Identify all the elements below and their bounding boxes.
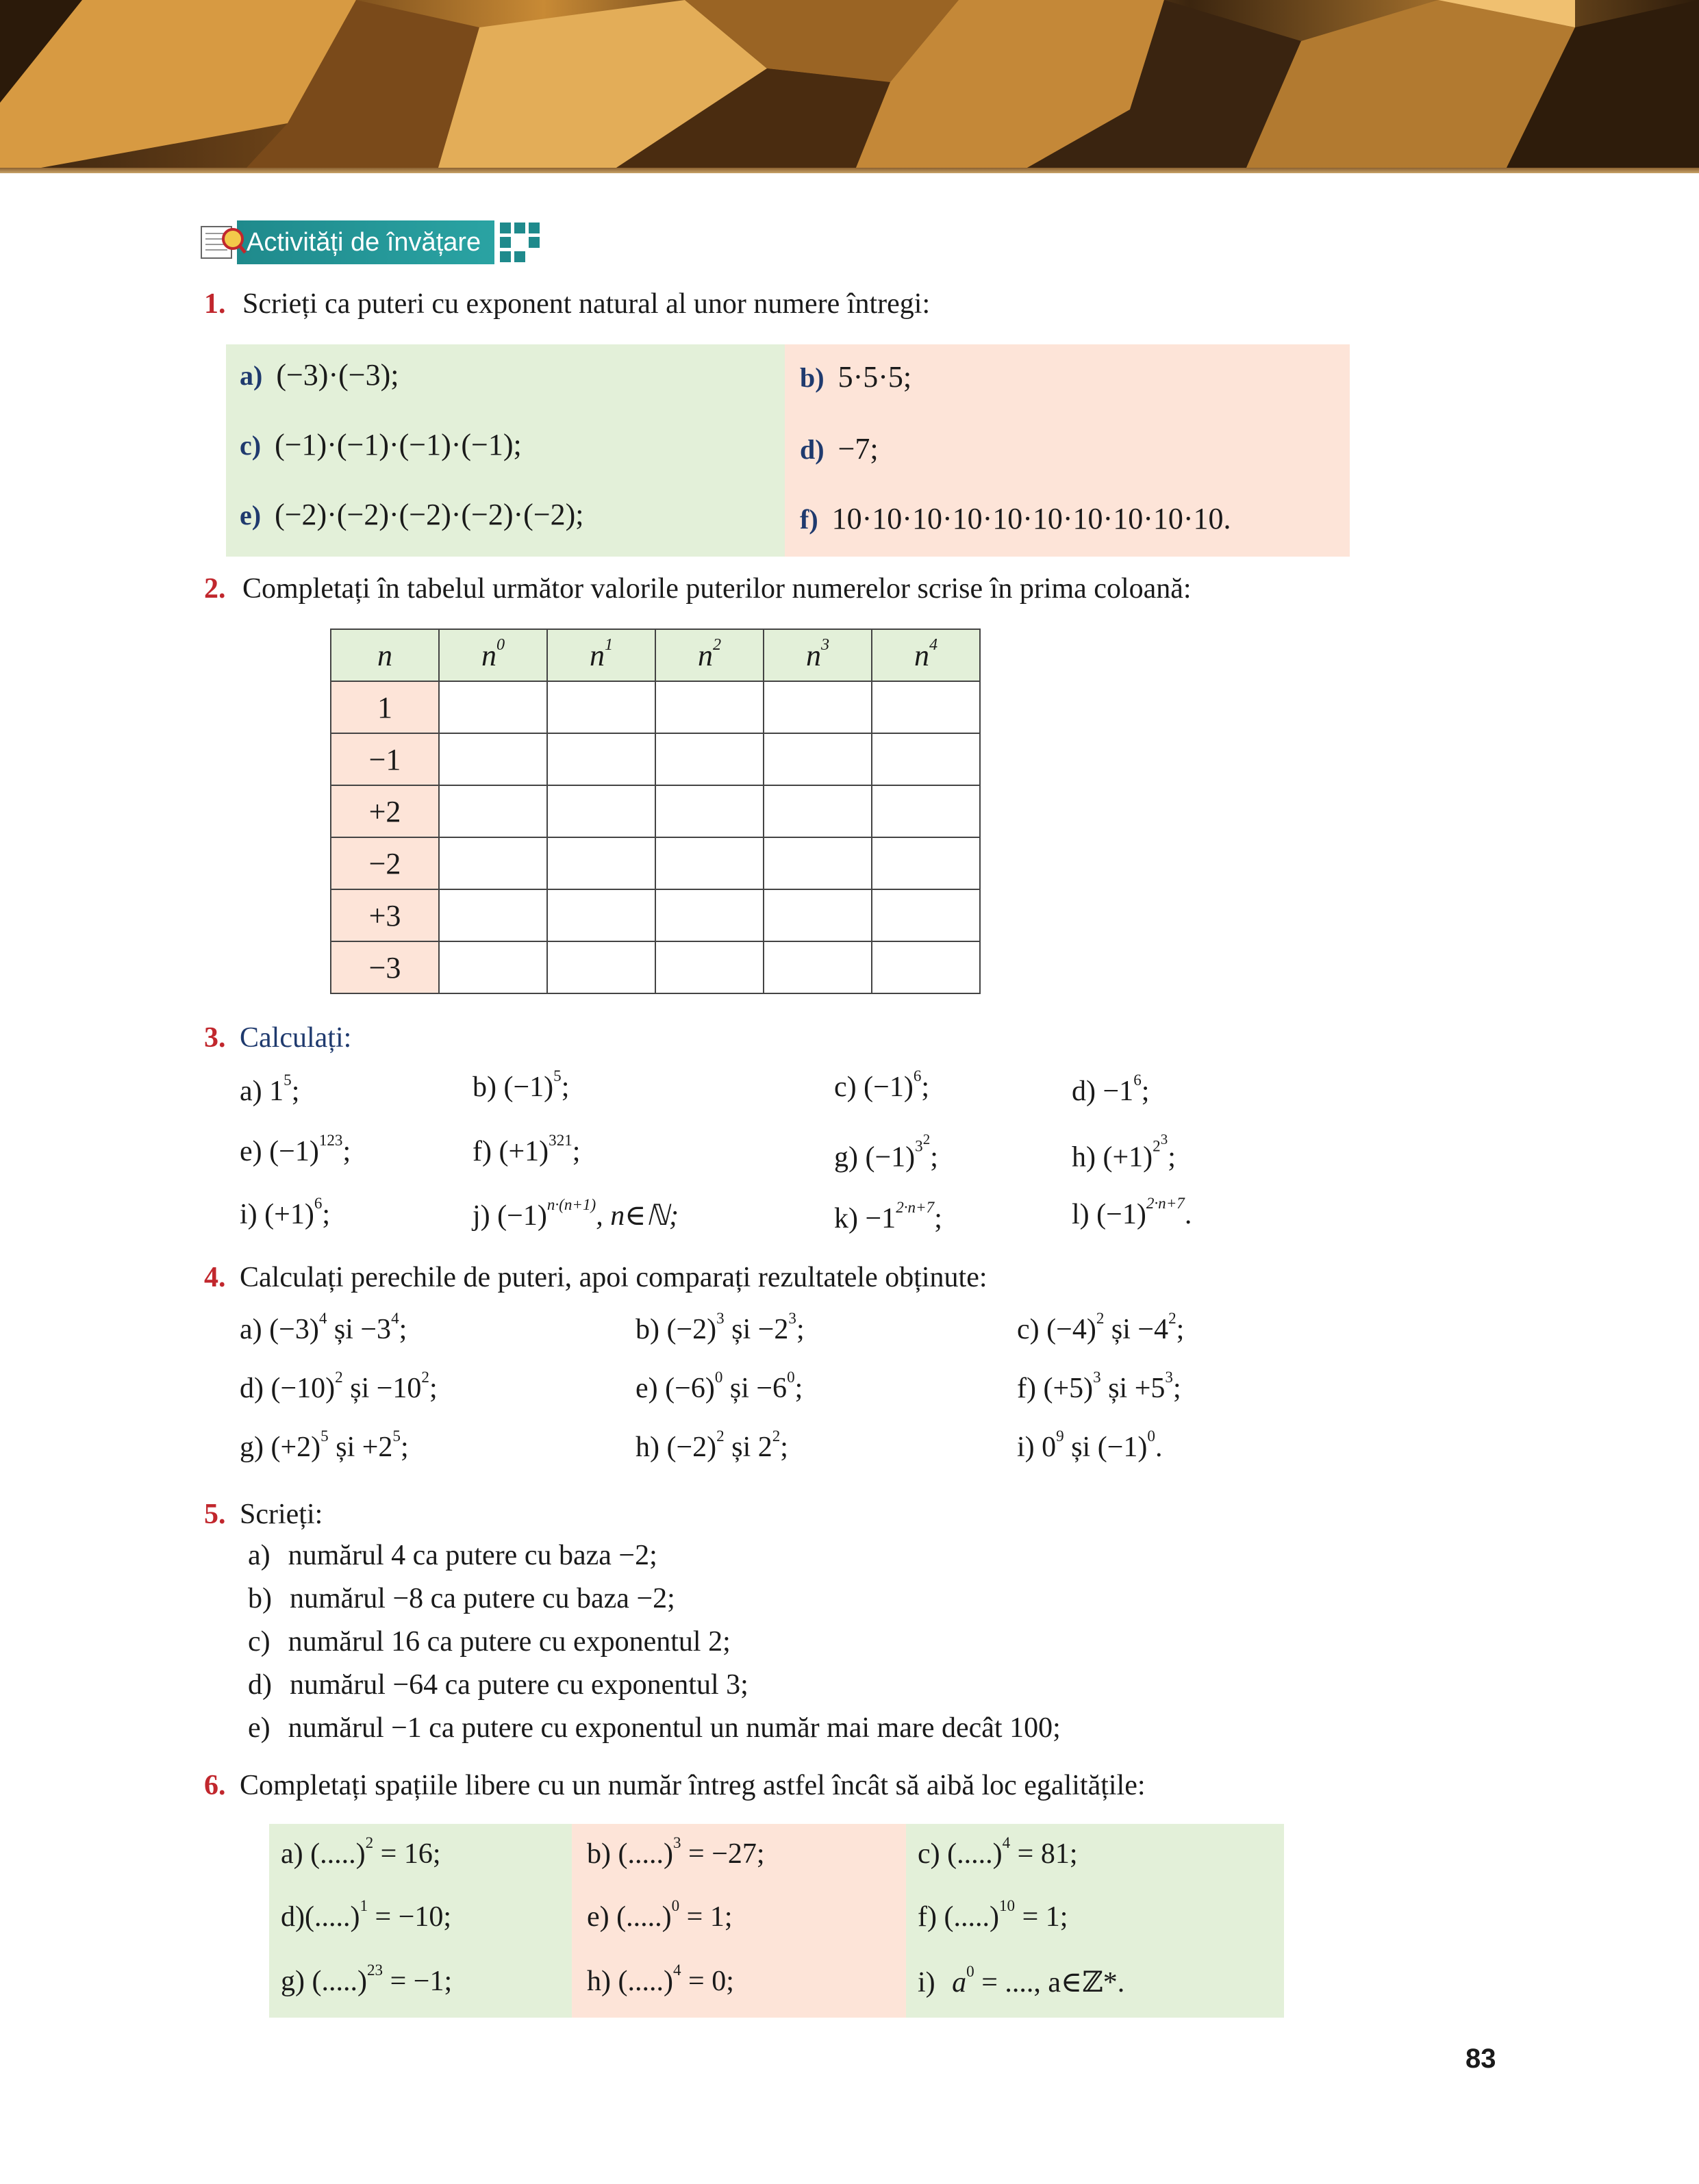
ex1-item-b: b) 5·5·5; [800, 360, 912, 394]
exercise-4-heading [204, 1261, 987, 1294]
ex4-item-d: d) $(-10)^2$ și $-10^2$; [240, 1368, 438, 1404]
exercise-prompt: Calculați perechile de puteri, apoi comparați rezultatele obținute: [240, 1262, 987, 1293]
ex6-item-b: b) (.....)$^3$ = −27; [587, 1833, 765, 1870]
blank-cell[interactable] [547, 941, 655, 993]
banner-divider [0, 168, 1699, 173]
table-header-n4: $n^4$ [872, 629, 980, 681]
section-title: Activități de învățare [237, 220, 494, 264]
blank-cell[interactable] [872, 733, 980, 785]
ex3-item-i: i) $(+1)^6$; [240, 1194, 331, 1230]
ex6-item-g: g) (.....)$^{23}$ = −1; [281, 1961, 453, 1997]
ex4-item-b: b) $(-2)^3$ și $-2^3$; [635, 1309, 805, 1345]
ex6-item-i: i) $a^0$ = ...., a∈ℤ*. [918, 1962, 1125, 1998]
ex1-item-f: f) 10·10·10·10·10·10·10·10·10·10. [800, 502, 1231, 535]
ex4-item-g: g) $(+2)^5$ și $+2^5$; [240, 1427, 409, 1463]
blank-cell[interactable] [764, 889, 872, 941]
ex3-item-d: $d) -1^6$; [1072, 1071, 1150, 1107]
powers-table [330, 628, 981, 994]
ex3-item-e: e) $(-1)^{123}$; [240, 1131, 351, 1167]
ex3-item-a: a) $1^5$; [240, 1071, 300, 1107]
blank-cell[interactable] [439, 889, 547, 941]
ex4-item-e: e) $(-6)^0$ și $-6^0$; [635, 1368, 803, 1404]
blank-cell[interactable] [547, 785, 655, 837]
blank-cell[interactable] [872, 837, 980, 889]
ex6-item-f: f) (.....)$^{10}$ = 1; [918, 1896, 1068, 1933]
ex6-item-c: c) (.....)$^4$ = 81; [918, 1833, 1078, 1870]
blank-cell[interactable] [439, 941, 547, 993]
exercise-2-heading [204, 572, 1192, 605]
table-row [331, 941, 980, 993]
exercise-prompt: Completați spațiile libere cu un număr întreg astfel încât să aibă loc egalitățile: [240, 1770, 1146, 1801]
ex3-item-c: c) $(-1)^6$; [834, 1067, 930, 1103]
ex1-item-d: d) −7; [800, 432, 879, 466]
exercise-prompt: Completați în tabelul următor valorile puterilor numerelor scrise în prima coloană: [242, 573, 1192, 605]
blank-cell[interactable] [872, 889, 980, 941]
row-value: −3 [331, 941, 439, 993]
blank-cell[interactable] [872, 681, 980, 733]
ex6-item-e: e) (.....)$^0$ = 1; [587, 1896, 733, 1933]
row-value: 1 [331, 681, 439, 733]
blank-cell[interactable] [439, 785, 547, 837]
blank-cell[interactable] [764, 941, 872, 993]
blank-cell[interactable] [655, 889, 764, 941]
blank-cell[interactable] [872, 941, 980, 993]
decorative-squares-icon [500, 223, 540, 262]
ex4-item-h: h) $(-2)^2$ și $2^2$; [635, 1427, 788, 1463]
exercise-prompt: Scrieți ca puteri cu exponent natural al unor numere întregi: [242, 288, 931, 320]
page-number: 83 [1465, 2044, 1496, 2074]
ex3-item-l: l) $(-1)^{2\cdot n+7}$. [1072, 1194, 1192, 1230]
table-row [331, 889, 980, 941]
blank-cell[interactable] [547, 681, 655, 733]
table-header-n0: $n^0$ [439, 629, 547, 681]
ex3-item-j: j) $(-1)^{n\cdot(n+1)}$, n∈ℕ; [473, 1195, 679, 1232]
blank-cell[interactable] [655, 837, 764, 889]
table-row [331, 733, 980, 785]
ex6-item-h: h) (.....)$^4$ = 0; [587, 1961, 734, 1997]
ex3-item-h: h) $(+1)^{23}$; [1072, 1131, 1176, 1173]
header-banner-image [0, 0, 1699, 168]
row-value: −2 [331, 837, 439, 889]
ex1-item-a: a) (−3)·(−3); [240, 358, 399, 392]
row-value: −1 [331, 733, 439, 785]
ex6-item-d: d)(.....)$^1$ = −10; [281, 1896, 452, 1933]
table-header-n3: $n^3$ [764, 629, 872, 681]
ex5-item-e: e) numărul −1 ca putere cu exponentul un număr mai mare decât 100; [248, 1712, 1061, 1744]
row-value: +2 [331, 785, 439, 837]
blank-cell[interactable] [764, 837, 872, 889]
table-header-n: n [331, 629, 439, 681]
exercise-number: 5. [204, 1499, 226, 1530]
table-header-n1: $n^1$ [547, 629, 655, 681]
ex5-item-c: c) numărul 16 ca putere cu exponentul 2; [248, 1626, 731, 1658]
blank-cell[interactable] [764, 785, 872, 837]
ex4-item-f: f) $(+5)^3$ și $+5^3$; [1017, 1368, 1181, 1404]
ex5-item-a: a) numărul 4 ca putere cu baza −2; [248, 1540, 657, 1571]
blank-cell[interactable] [547, 889, 655, 941]
table-row [331, 681, 980, 733]
blank-cell[interactable] [872, 785, 980, 837]
exercise-number: 6. [204, 1770, 226, 1801]
ex3-item-f: f) $(+1)^{321}$; [473, 1131, 581, 1167]
exercise-6-heading [204, 1769, 1146, 1802]
blank-cell[interactable] [439, 681, 547, 733]
ex6-item-a: a) (.....)$^2$ = 16; [281, 1833, 441, 1870]
ex5-item-d: d) numărul −64 ca putere cu exponentul 3; [248, 1669, 748, 1701]
book-magnifier-icon [200, 223, 248, 262]
table-header-n2: $n^2$ [655, 629, 764, 681]
row-value: +3 [331, 889, 439, 941]
blank-cell[interactable] [764, 681, 872, 733]
ex4-item-a: a) $(-3)^4$ și $-3^4$; [240, 1309, 407, 1345]
ex1-item-c: c) (−1)·(−1)·(−1)·(−1); [240, 428, 522, 461]
ex3-item-b: b) $(-1)^5$; [473, 1067, 570, 1103]
table-row [331, 837, 980, 889]
ex1-item-e: e) (−2)·(−2)·(−2)·(−2)·(−2); [240, 498, 584, 531]
blank-cell[interactable] [439, 733, 547, 785]
blank-cell[interactable] [655, 785, 764, 837]
blank-cell[interactable] [655, 941, 764, 993]
table-header-row [331, 629, 980, 681]
exercise-1-heading [204, 288, 930, 320]
blank-cell[interactable] [764, 733, 872, 785]
blank-cell[interactable] [547, 733, 655, 785]
exercise-prompt: Scrieți: [240, 1499, 323, 1530]
exercise-5-heading [204, 1498, 323, 1531]
section-title-badge [200, 220, 540, 264]
ex3-item-g: g) $(-1)^{32}$; [834, 1131, 938, 1173]
exercise-number: 1. [204, 288, 226, 320]
exercise-prompt: Calculați: [240, 1022, 352, 1054]
blank-cell[interactable] [655, 733, 764, 785]
exercise-number: 4. [204, 1262, 226, 1293]
blank-cell[interactable] [655, 681, 764, 733]
ex3-item-k: $k) -1^{2\cdot n+7}$; [834, 1198, 942, 1234]
ex4-item-c: c) $(-4)^2$ și $-4^2$; [1017, 1309, 1185, 1345]
exercise-3-heading [204, 1021, 351, 1054]
blank-cell[interactable] [439, 837, 547, 889]
exercise-number: 2. [204, 573, 226, 605]
table-row [331, 785, 980, 837]
exercise-number: 3. [204, 1022, 226, 1054]
blank-cell[interactable] [547, 837, 655, 889]
ex4-item-i: i) $0^9$ și $(-1)^0$. [1017, 1427, 1163, 1463]
ex5-item-b: b) numărul −8 ca putere cu baza −2; [248, 1583, 675, 1614]
